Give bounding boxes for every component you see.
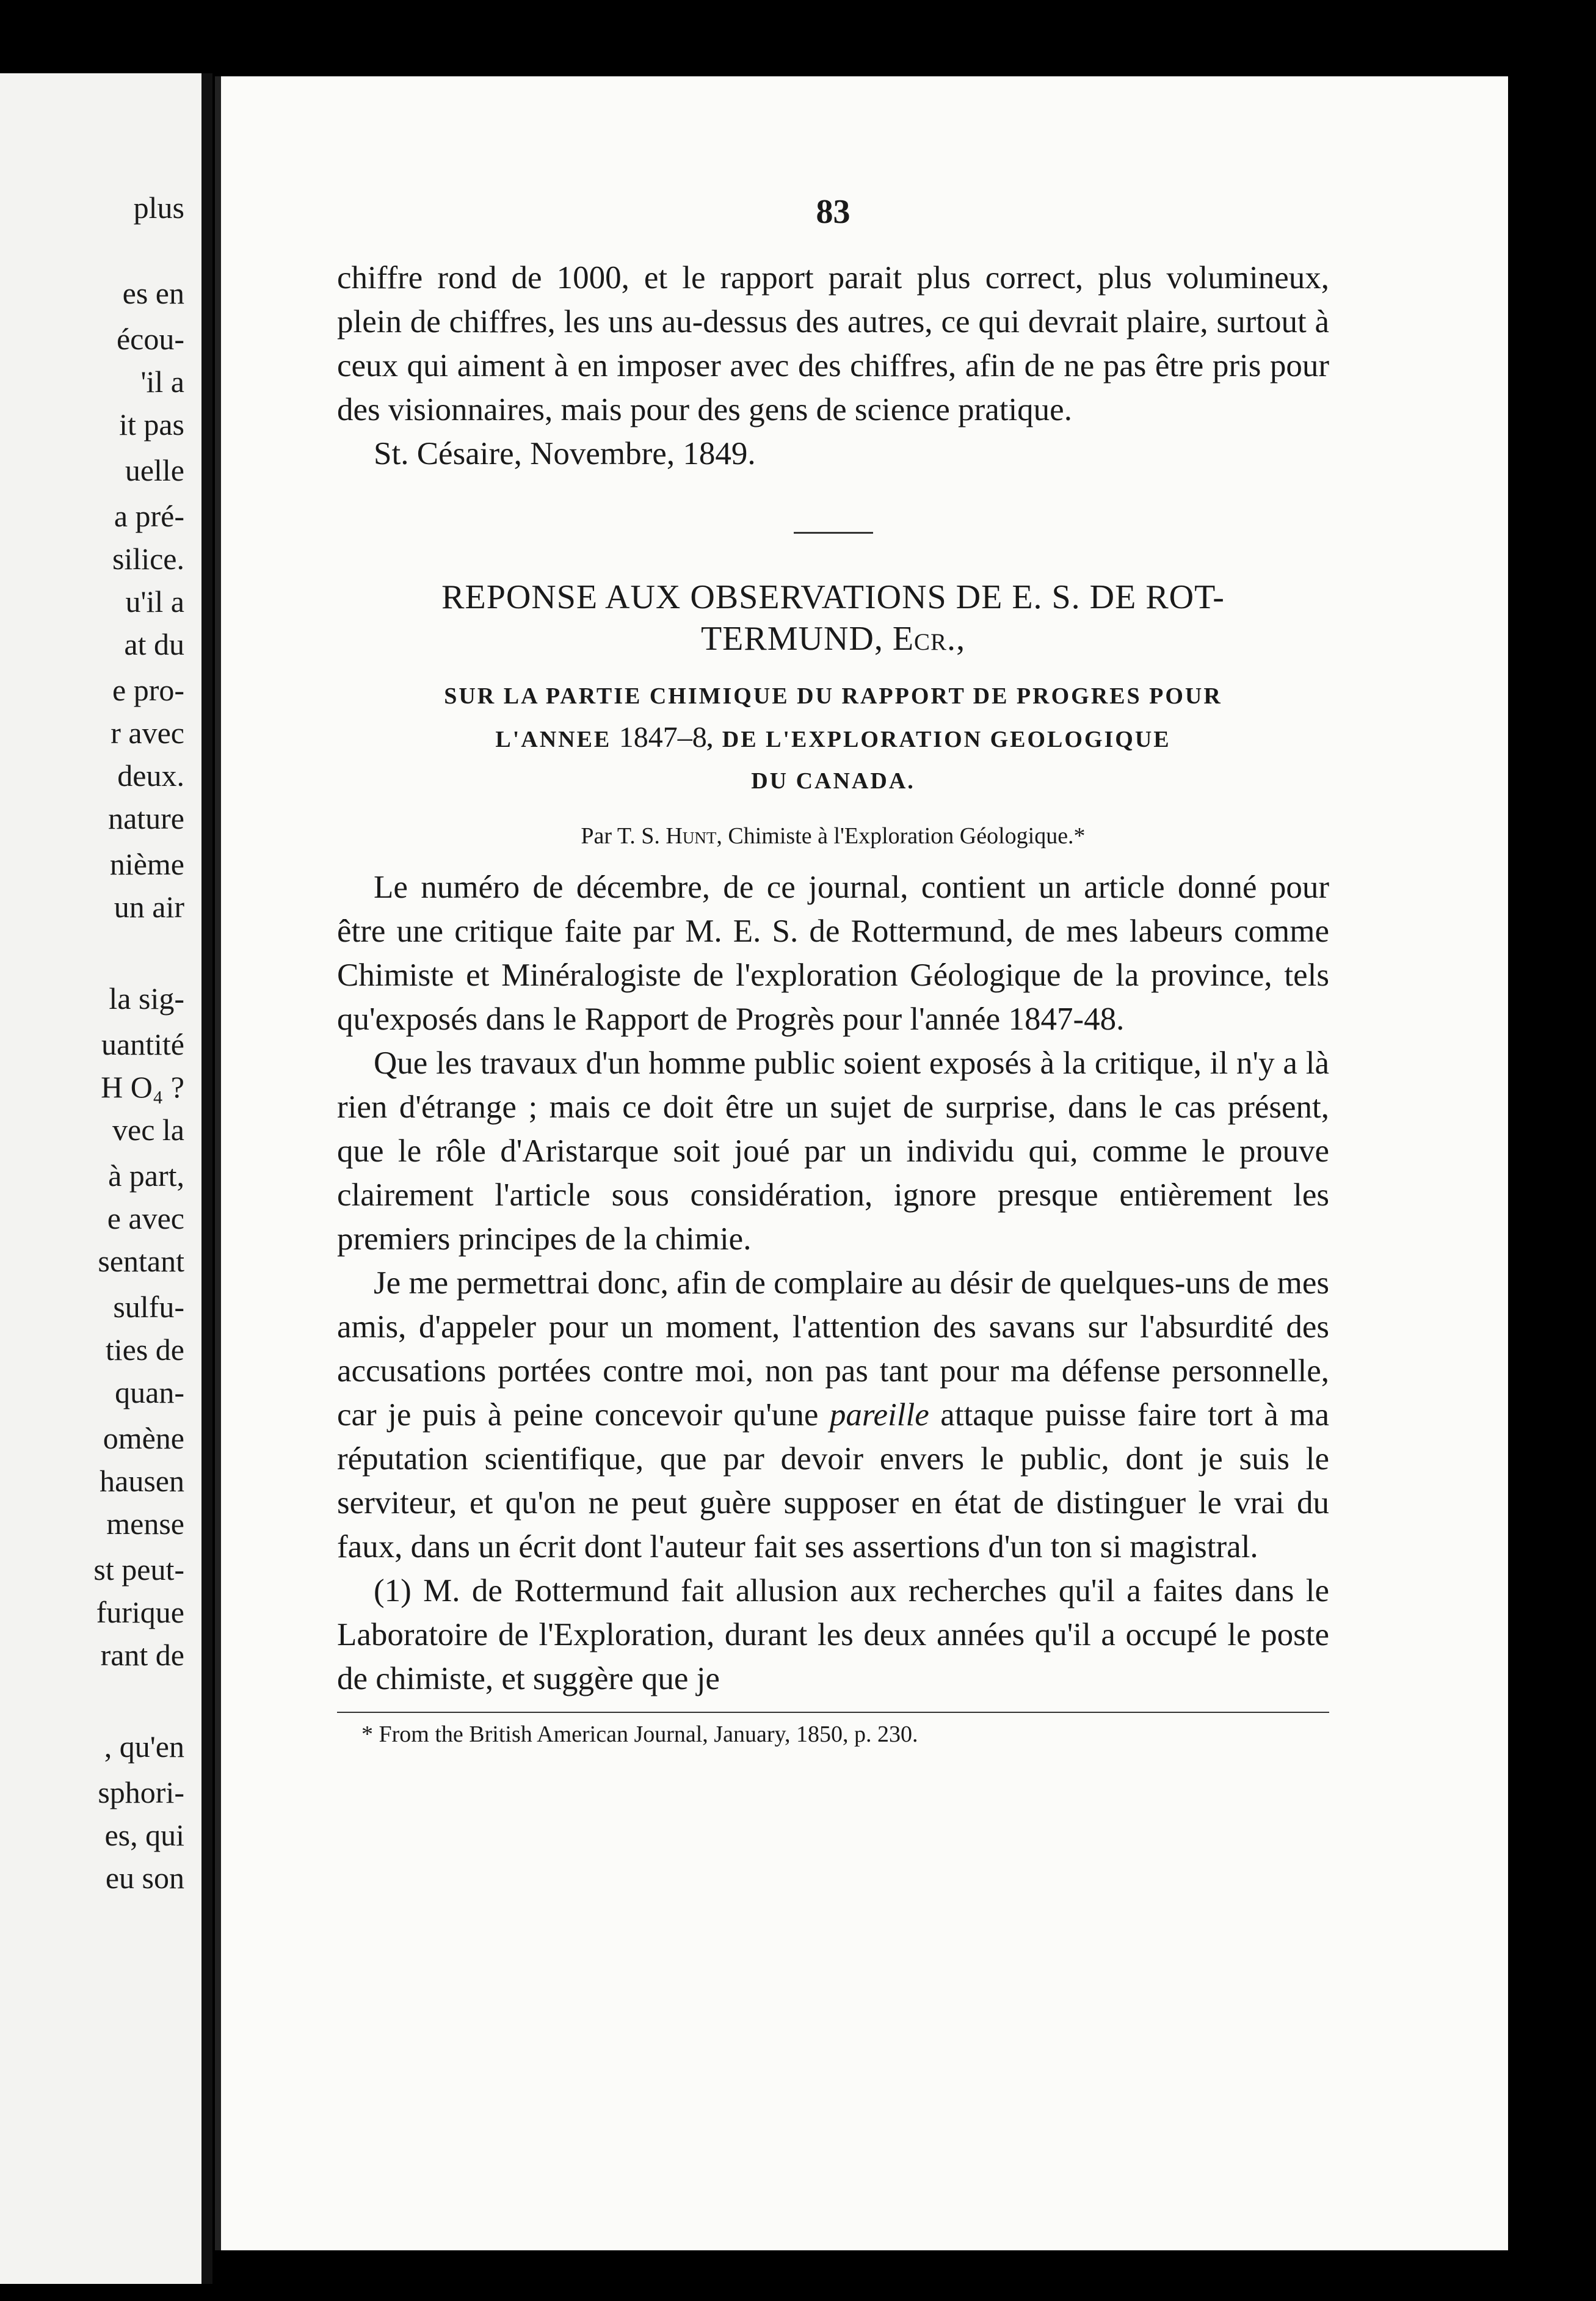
left-page-fragment: st peut- [93, 1552, 184, 1587]
left-page-fragment: plus [133, 191, 184, 225]
title-line-2 [337, 618, 1329, 660]
subtitle-line-2-start: L'ANNEE [495, 727, 619, 752]
left-page-fragment: hausen [100, 1464, 184, 1498]
paragraph-3 [337, 1261, 1329, 1569]
footnote-divider [337, 1712, 1329, 1713]
left-page-fragment: sulfu- [113, 1290, 184, 1324]
left-page-fragment: silice. [112, 542, 184, 576]
footnote: * From the British American Journal, January, 1850, p. 230. [361, 1721, 918, 1747]
left-page-fragment: es, qui [104, 1818, 184, 1852]
left-page-fragment: rant de [100, 1638, 184, 1672]
left-page-fragment: , qu'en [104, 1729, 184, 1764]
article-subtitle [337, 675, 1329, 802]
section-divider [794, 532, 873, 534]
article-title [337, 576, 1329, 660]
left-page-fragment: eu son [105, 1861, 184, 1895]
facing-page-left [0, 73, 201, 2284]
left-page-fragment: 'il a [140, 365, 184, 399]
book-spine [201, 73, 212, 2284]
left-page-fragment: écou- [116, 322, 184, 356]
title-honorific: Ecr. [892, 620, 957, 658]
left-page-fragment: ties de [105, 1332, 184, 1367]
left-page-fragment: un air [114, 890, 184, 924]
left-page-fragment: quan- [115, 1375, 184, 1409]
left-page-fragment: mense [106, 1507, 184, 1541]
left-page-fragment: H O₄ ? [101, 1070, 184, 1104]
paragraph-3-start: Je me permettrai donc, afin de complaire au désir de quelques-uns de mes amis, d'appeler pour un moment, l'attention des savans sur l'absurdité des accusations portées contre moi, non pas tant pour ma défense personnelle, car je puis à peine concevoir qu'une [337, 1265, 1329, 1433]
page-number: 83 [816, 193, 851, 231]
left-page-fragment: vec la [112, 1113, 184, 1147]
page-83 [215, 76, 1514, 2250]
place-date-signature: St. Césaire, Novembre, 1849. [374, 436, 756, 471]
left-page-fragment: e avec [107, 1201, 184, 1235]
left-page-fragment: a pré- [114, 499, 184, 533]
byline-affiliation: , Chimiste à l'Exploration Géologique.* [716, 823, 1086, 849]
left-page-fragment: it pas [119, 407, 184, 442]
left-page-fragment: omène [103, 1421, 184, 1455]
left-page-fragment: deux. [117, 758, 184, 793]
paragraph-1: Le numéro de décembre, de ce journal, contient un article donné pour être une critique faite par M. E. S. de Rottermund, de mes labeurs comme Chimiste et Minéralogiste de l'exploration Géologique de la province, tels qu'exposés dans le Rapport de Progrès pour l'année 1847-48. [337, 870, 1329, 1037]
scan-border-right [1508, 76, 1596, 2250]
paragraph-3-end: attaque puisse faire tort à ma réputation scientifique, que par devoir envers le public, dont je suis le serviteur, et qu'on ne peut guère supposer en état de distinguer le vrai du faux, dans un écrit dont l'auteur fait ses assertions d'un ton si magistral. [337, 1397, 1329, 1565]
left-page-fragment: furique [96, 1595, 184, 1629]
left-page-fragment: à part, [108, 1158, 184, 1193]
continuation-paragraph: chiffre rond de 1000, et le rapport parait plus correct, plus volumineux, plein de chiffres, les uns au-dessus des autres, ce qui devrait plaire, surtout à ceux qui aiment à en imposer avec des chiffres, afin de ne pas être pris pour des visionnaires, mais pour des gens de science pratique. [337, 260, 1329, 427]
left-page-fragment: u'il a [125, 584, 184, 619]
byline-prefix: Par T. S. [581, 823, 666, 849]
subtitle-year: 1847–8 [618, 721, 707, 754]
left-page-fragment: nième [109, 847, 184, 881]
author-byline [337, 819, 1329, 853]
subtitle-line-2-end: , DE L'EXPLORATION GEOLOGIQUE [706, 727, 1171, 752]
left-page-fragment: la sig- [109, 981, 184, 1016]
left-page-fragment: sphori- [98, 1775, 184, 1809]
page-content [337, 192, 1329, 1750]
emphasized-word: pareille [829, 1397, 929, 1433]
left-page-fragment: uelle [125, 453, 184, 487]
left-page-fragment: at du [124, 627, 184, 661]
left-page-fragment: nature [108, 801, 184, 835]
title-line-2-text: TERMUND, [700, 620, 893, 658]
left-page-fragment: uantité [101, 1027, 184, 1061]
left-page-fragment: r avec [111, 716, 184, 750]
subtitle-line-1: SUR LA PARTIE CHIMIQUE DU RAPPORT DE PROGRES POUR [444, 683, 1222, 709]
paragraph-4: (1) M. de Rottermund fait allusion aux recherches qu'il a faites dans le Laboratoire de l'Exploration, durant les deux années qu'il a occupé le poste de chimiste, et suggère que je [337, 1573, 1329, 1696]
subtitle-line-2 [337, 717, 1329, 760]
left-page-fragment: sentant [98, 1244, 184, 1278]
author-name: Hunt [666, 823, 717, 849]
subtitle-line-3: DU CANADA. [751, 768, 915, 794]
title-line-2-end: , [956, 620, 966, 658]
left-page-fragment: es en [122, 276, 184, 310]
title-line-1: REPONSE AUX OBSERVATIONS DE E. S. DE ROT- [441, 578, 1225, 616]
left-page-fragment: e pro- [112, 673, 184, 707]
paragraph-2: Que les travaux d'un homme public soient exposés à la critique, il n'y a là rien d'étrange ; mais ce doit être un sujet de surprise, dans le cas présent, que le rôle d'Aristarque soit joué par un individu qui, comme le prouve clairement l'article sous considération, ignore presque entièrement les premiers principes de la chimie. [337, 1045, 1329, 1257]
